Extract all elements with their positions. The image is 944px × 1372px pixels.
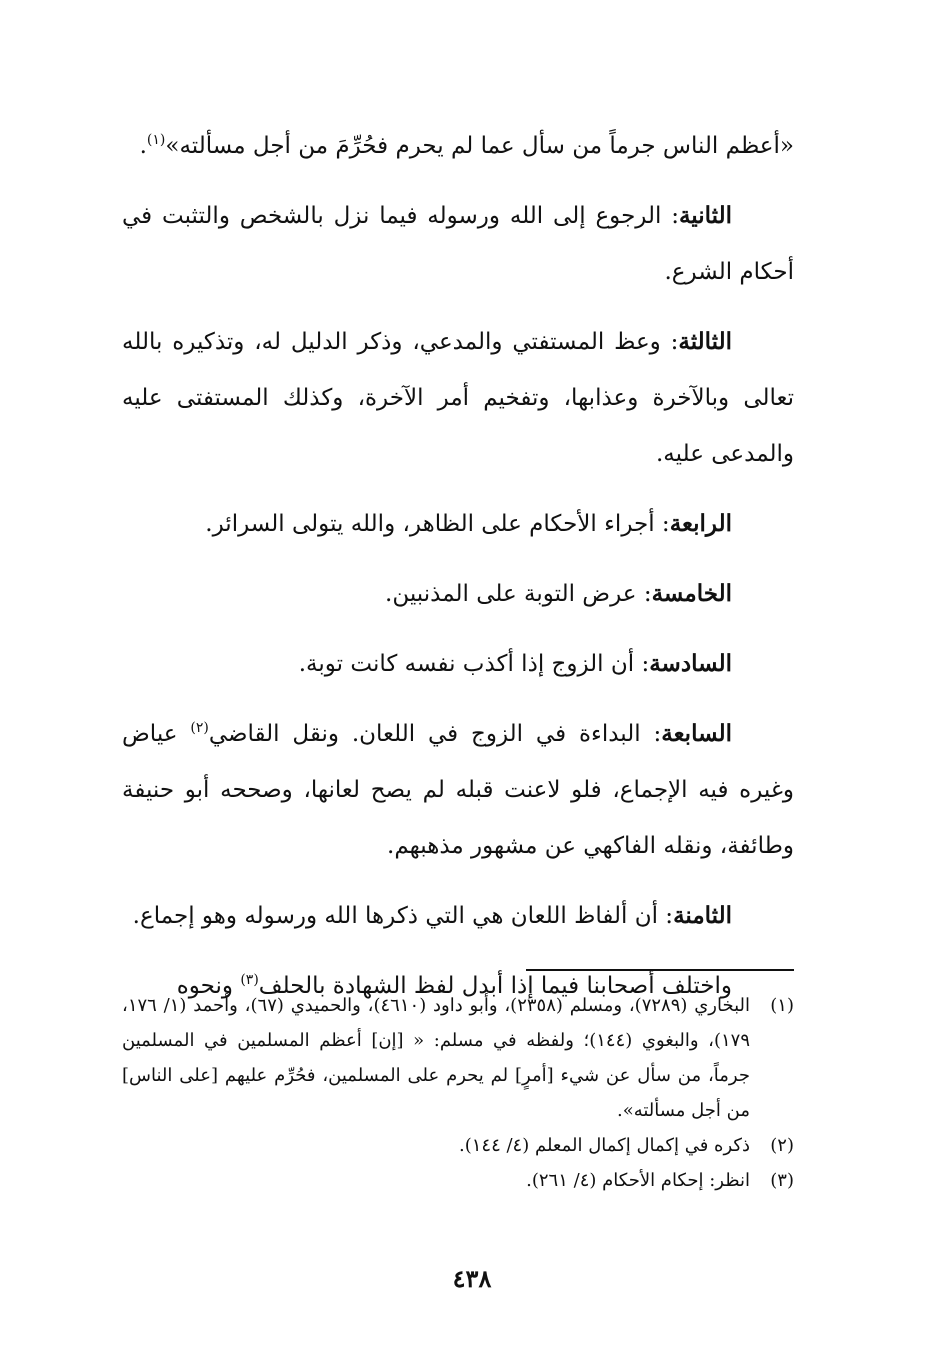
paragraph-text: : أن ألفاظ اللعان هي التي ذكرها الله ورسوله وهو إجماع. (132, 903, 674, 929)
paragraph (122, 706, 794, 874)
paragraph (122, 636, 794, 692)
paragraph-text: : عرض التوبة على المذنبين. (385, 581, 652, 607)
footnote (122, 1163, 794, 1198)
paragraph-text: «أعظم الناس جرماً من سأل عما لم يحرم فحُرِّمَ من أجل مسألته» (165, 133, 794, 159)
footnote (122, 988, 794, 1128)
footnote-text: انظر: إحكام الأحكام (٤/ ٢٦١). (526, 1170, 750, 1191)
paragraph-text: : البداءة في الزوج في اللعان. ونقل القاضي (208, 721, 662, 747)
paragraph-text: : الرجوع إلى الله ورسوله فيما نزل بالشخص والتثبت في أحكام الشرع. (122, 203, 794, 285)
paragraph-tail: عياض وغيره فيه الإجماع، فلو لاعنت قبله لم يصح لعانها، وصححه أبو حنيفة وطائفة، ونقله الفاكهي عن مشهور مذهبهم. (122, 721, 794, 859)
footnote-ref[interactable]: (١) (146, 132, 166, 148)
paragraph-text: : وعظ المستفتي والمدعي، وذكر الدليل له، وتذكيره بالله تعالى وبالآخرة وعذابها، وتفخيم أمر الآخرة، وكذلك المستفتى عليه والمدعى عليه. (122, 329, 794, 467)
paragraph-lead: الثالثة (678, 328, 732, 355)
footnote-number: (٣) (770, 1170, 794, 1191)
paragraph-text: : أجراء الأحكام على الظاهر، والله يتولى السرائر. (205, 511, 670, 537)
paragraph (122, 566, 794, 622)
paragraph-tail: ونحوه (176, 973, 241, 999)
page-number: ٤٣٨ (452, 1264, 492, 1293)
paragraph (122, 188, 794, 300)
footnote-ref[interactable]: (٢) (190, 720, 209, 736)
paragraph-lead: الثانية (678, 202, 732, 229)
footnote-divider (526, 969, 794, 971)
footnote-text: البخاري (٧٢٨٩)، ومسلم (٢٣٥٨)، وأبو داود (٤٦١٠)، والحميدي (٦٧)، وأحمد (١/ ١٧٦، ١٧٩)، والبغوي (١٤٤)؛ ولفظه في مسلم: « [إن] أعظم المسلمين في المسلمين جرماً، من سأل عن شيء [أمرٍ] لم يحرم على المسلمين، فحُرِّم عليهم [على الناس] من أجل مسألته». (122, 995, 750, 1121)
paragraph-tail: . (139, 133, 147, 159)
paragraph (122, 314, 794, 482)
paragraph-lead: الثامنة (673, 902, 732, 929)
footnote-text: ذكره في إكمال إكمال المعلم (٤/ ١٤٤). (458, 1135, 750, 1156)
footnote-number: (١) (770, 995, 794, 1016)
paragraph-text: واختلف أصحابنا فيما إذا أبدل لفظ الشهادة بالحلف (258, 973, 732, 999)
main-text (122, 118, 794, 1028)
footnotes (122, 988, 794, 1198)
footnote-ref[interactable]: (٣) (240, 972, 259, 988)
paragraph-lead: السابعة (661, 720, 732, 747)
footnote (122, 1128, 794, 1163)
paragraph-lead: السادسة (649, 650, 732, 677)
paragraph (122, 888, 794, 944)
paragraph (122, 118, 794, 174)
paragraph (122, 496, 794, 552)
paragraph-lead: الرابعة (669, 510, 732, 537)
paragraph-text: : أن الزوج إذا أكذب نفسه كانت توبة. (298, 651, 650, 677)
paragraph-lead: الخامسة (651, 580, 732, 607)
footnote-number: (٢) (770, 1135, 794, 1156)
